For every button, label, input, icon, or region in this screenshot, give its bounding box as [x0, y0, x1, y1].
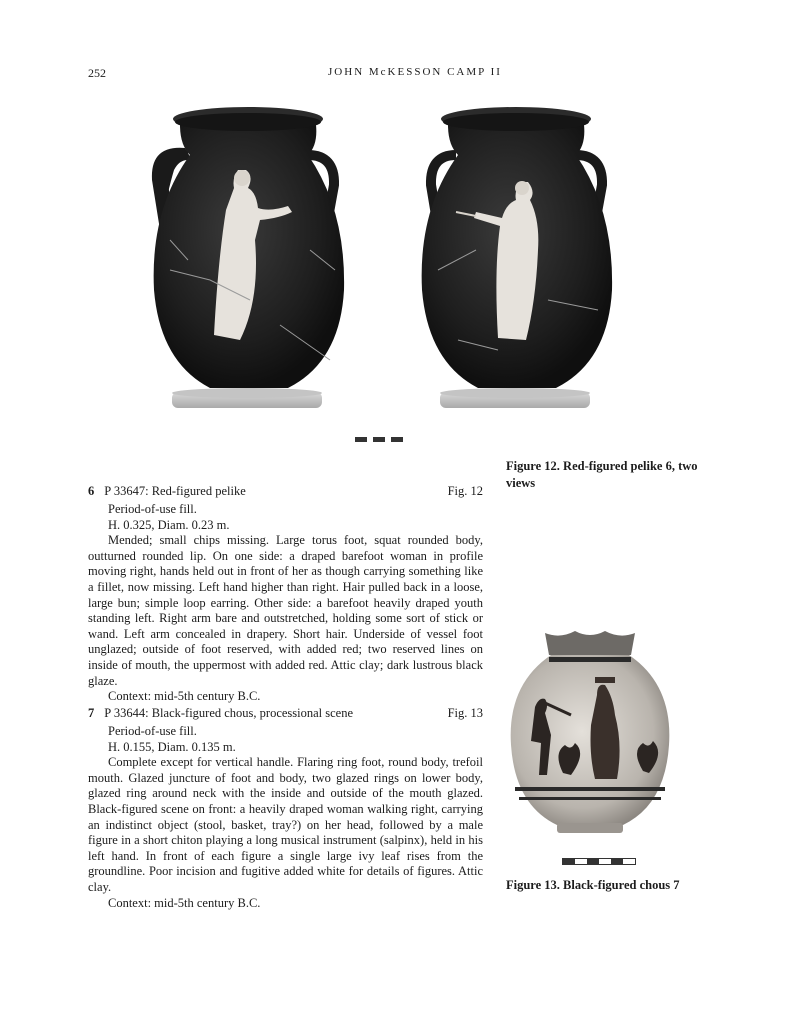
pelike-view-2 — [422, 107, 612, 408]
dimensions-line: H. 0.155, Diam. 0.135 m. — [108, 739, 236, 754]
catalog-entry-6-body — [88, 502, 483, 705]
entry-title: P 33644: Black-figured chous, processional scene — [104, 706, 354, 720]
entry-number: 6 — [88, 484, 95, 498]
figure-12-photograph — [130, 100, 630, 450]
running-head: JOHN McKESSON CAMP II — [328, 66, 502, 78]
description-paragraph: Complete except for vertical handle. Flaring ring foot, round body, trefoil mouth. Glazed juncture of foot and body, two glazed rings on lower body, glazed ring around neck with the inside and outside of the mouth glazed. Black-figured scene on front: a heavily draped woman walking right, carrying an indistinct object (stool, basket, tray?) on her head, followed by a male figure in a short chiton playing a long musical instrument (salpinx), held in his left hand. In front of each figure a single large ivy leaf rises from the groundline. Poor incision and fugitive added white for details of figures. Attic clay. — [88, 755, 483, 894]
page-number: 252 — [88, 66, 106, 80]
figure-13-caption: Figure 13. Black-figured chous 7 — [506, 878, 680, 892]
figure-13-scale-bar — [562, 858, 636, 865]
pelike-view-1 — [152, 107, 344, 408]
context-line: Context: mid-5th century B.C. — [108, 895, 261, 910]
dimensions-line: H. 0.325, Diam. 0.23 m. — [108, 517, 230, 532]
description-paragraph: Mended; small chips missing. Large torus foot, squat rounded body, outturned rounded lip. On one side: a draped barefoot woman in profile moving right, hands held out in front of her as though carrying something like a fillet, now missing. Left hand higher than right. Hair pulled back in a loose, large bun; simple loop earring. Other side: a barefoot heavily draped youth standing left. Right arm bare and outstretched, holding some sort of stick or wand. Left arm concealed in drapery. Short hair. Underside of vessel foot unglazed; outside of foot reserved, with added red; two reserved lines on inside of mouth, the uppermost with added red. Attic clay; dark lustrous black glaze. — [88, 533, 483, 688]
findspot-line: Period-of-use fill. — [108, 502, 197, 516]
figure-12-caption: Figure 12. Red-figured pelike 6, two views — [506, 459, 698, 490]
figure-reference: Fig. 13 — [447, 706, 483, 720]
catalog-entry-7-body — [88, 724, 483, 911]
context-line: Context: mid-5th century B.C. — [108, 689, 261, 704]
figure-12-scale-bar — [355, 437, 403, 442]
catalog-entry-6-heading — [88, 484, 483, 499]
entry-number: 7 — [88, 706, 95, 720]
figure-reference: Fig. 12 — [447, 484, 483, 498]
figure-13-photograph — [505, 625, 675, 840]
entry-title: P 33647: Red-figured pelike — [104, 484, 246, 498]
catalog-entry-7-heading — [88, 706, 483, 721]
findspot-line: Period-of-use fill. — [108, 724, 197, 738]
